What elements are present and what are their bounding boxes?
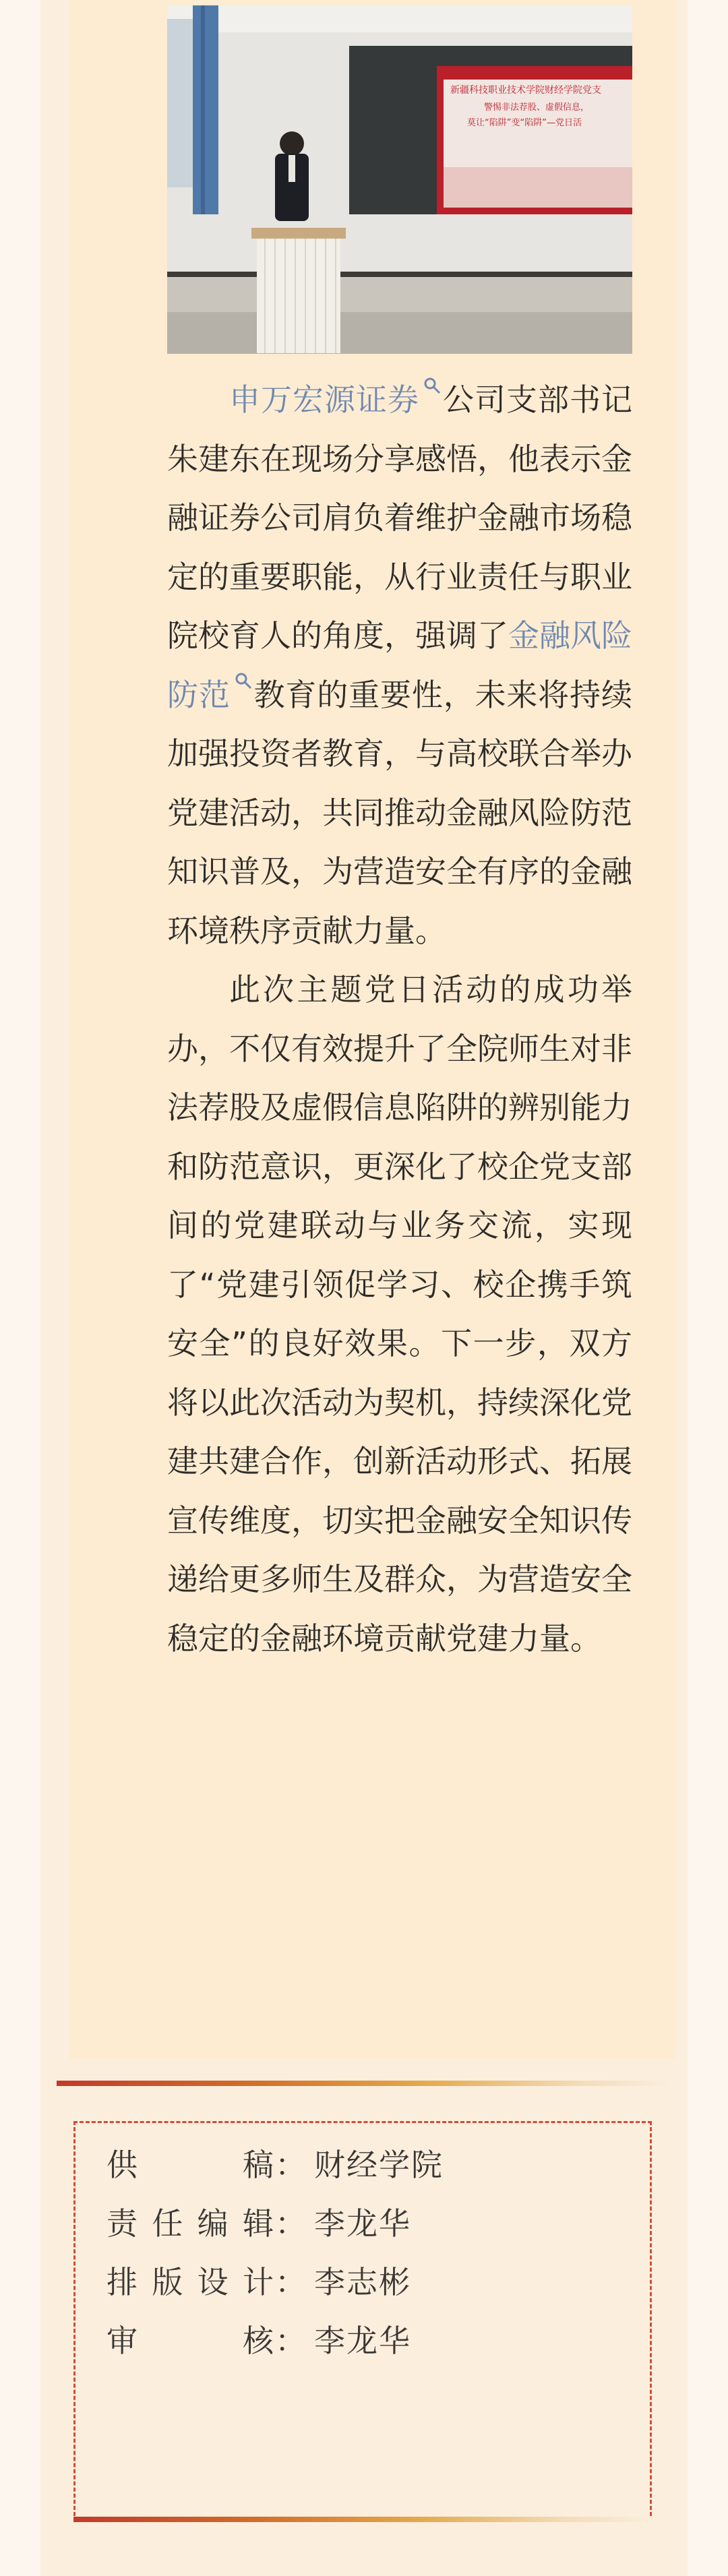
credit-value: 李志彬 — [314, 2264, 411, 2300]
keyword-link-shenwan[interactable] — [229, 381, 442, 418]
credit-colon: ： — [275, 2264, 307, 2300]
credit-label: 排版设计 — [107, 2264, 275, 2300]
paragraph-1-seg-1: 公司支部书记朱建东在现场分享感悟，他表示金融证券公司肩负着维护金融市场稳定的重要职能，从行业责任与职业院校育人的角度，强调了 — [167, 381, 632, 654]
search-icon — [422, 375, 442, 396]
credit-value: 李龙华 — [314, 2205, 411, 2242]
credit-row-contributor — [107, 2141, 444, 2185]
screen-line-2: 警惕非法荐股、虚假信息， — [484, 102, 590, 113]
credits-bottom-bar — [73, 2517, 652, 2522]
event-photo[interactable] — [167, 5, 632, 354]
credit-value: 李龙华 — [314, 2323, 411, 2359]
page-margin-right — [688, 0, 728, 2576]
paragraph-1 — [167, 371, 632, 960]
credit-label: 供稿 — [107, 2147, 275, 2183]
credit-label: 审核 — [107, 2323, 275, 2359]
section-divider — [57, 2081, 670, 2086]
credit-row-reviewer — [107, 2317, 411, 2361]
event-photo-illustration — [167, 5, 632, 354]
keyword-risk-text: 金融风险防范 — [167, 617, 632, 713]
paragraph-2: 此次主题党日活动的成功举办，不仅有效提升了全院师生对非法荐股及虚假信息陷阱的辨别能力和防范意识，更深化了校企党支部间的党建联动与业务交流，实现了“党建引领促学习、校企携手筑安全”的良好效果。下一步，双方将以此次活动为契机，持续深化党建共建合作，创新活动形式、拓展宣传维度，切实把金融安全知识传递给更多师生及群众，为营造安全稳定的金融环境贡献党建力量。 — [167, 971, 632, 1657]
credit-colon: ： — [275, 2205, 307, 2242]
screen-line-3: 莫让“陷阱”变“陷阱”—党日活 — [467, 118, 582, 128]
credit-label: 责任编辑 — [107, 2205, 275, 2242]
credit-value: 财经学院 — [314, 2147, 444, 2183]
screen-line-1: 新疆科技职业技术学院财经学院党支 — [450, 85, 601, 96]
paragraph-1-seg-2: 教育的重要性，未来将持续加强投资者教育，与高校联合举办党建活动，共同推动金融风险防范知识普及，为营造安全有序的金融环境秩序贡献力量。 — [167, 676, 633, 949]
keyword-shenwan-text: 申万宏源证券 — [229, 381, 419, 418]
page-margin-left — [0, 0, 40, 2576]
credit-colon: ： — [275, 2323, 307, 2359]
article-body — [167, 371, 632, 1668]
credit-row-layout — [107, 2258, 411, 2302]
credit-row-editor — [107, 2199, 411, 2244]
search-icon — [233, 671, 253, 691]
credit-colon: ： — [275, 2147, 307, 2183]
